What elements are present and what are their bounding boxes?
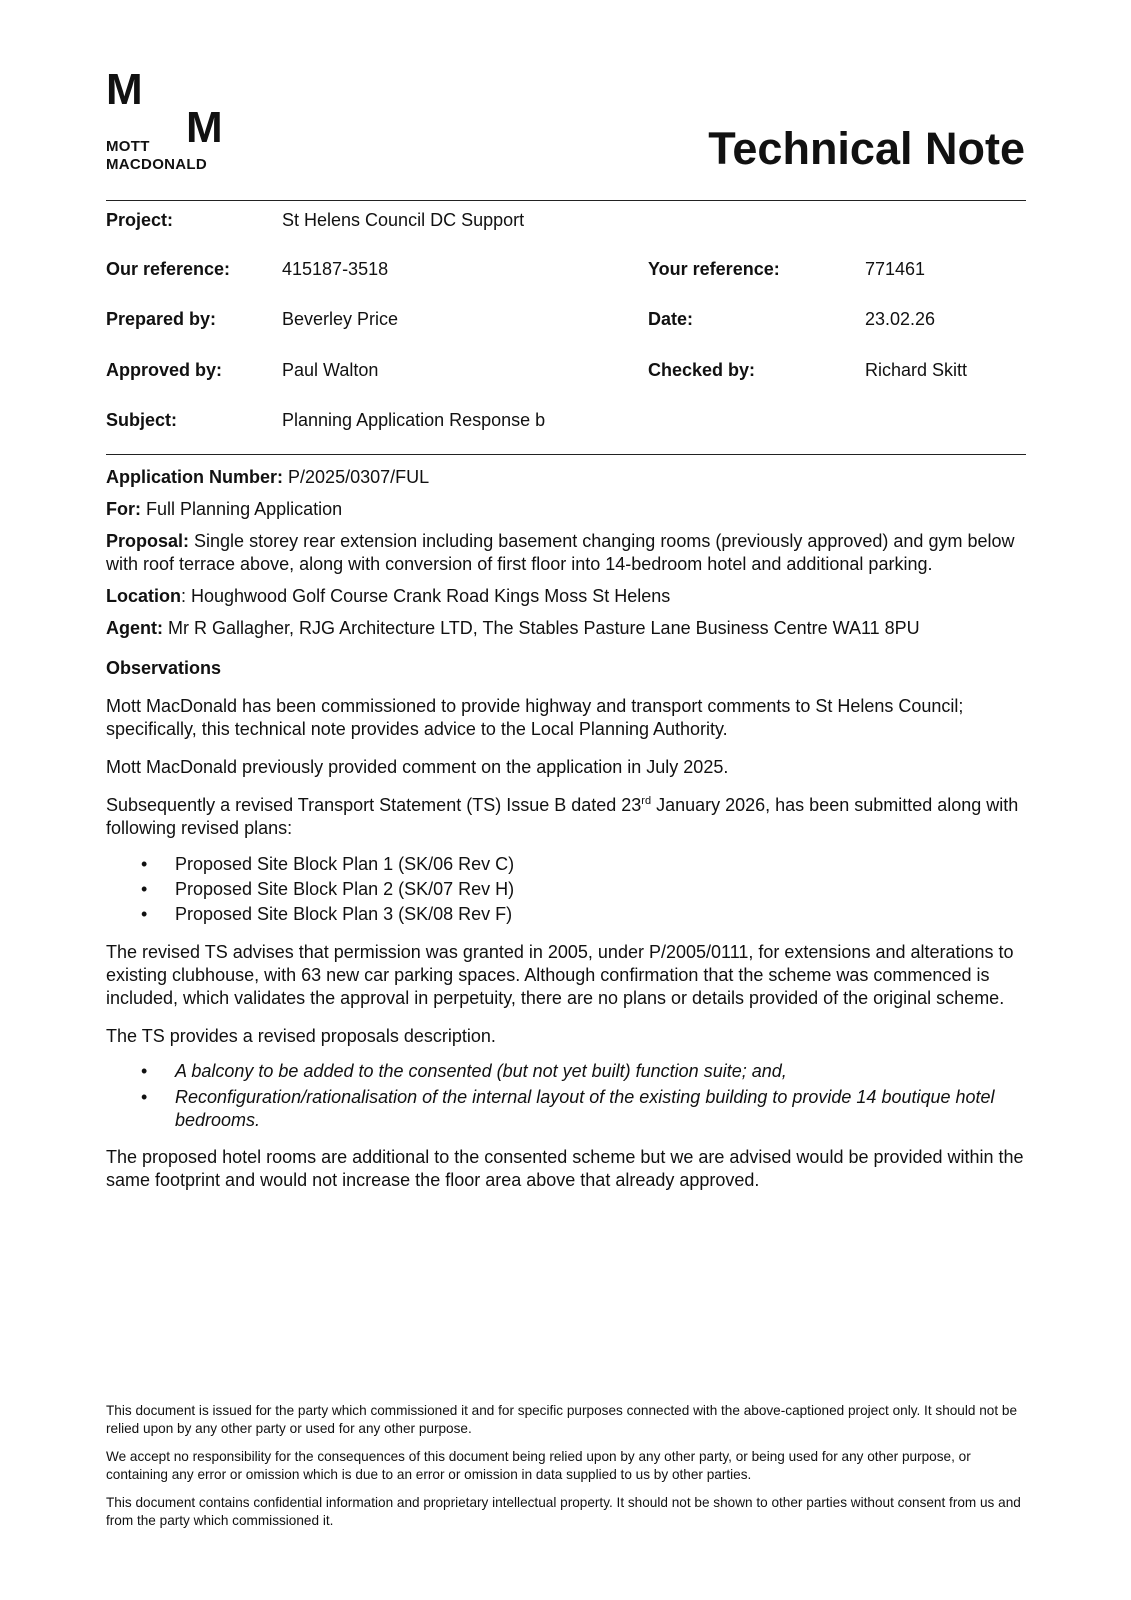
header-divider-bottom bbox=[106, 454, 1026, 455]
bullet-icon: • bbox=[141, 854, 148, 874]
your-reference-value: 771461 bbox=[865, 259, 926, 279]
date-value: 23.02.26 bbox=[865, 309, 936, 329]
disclaimer-text: This document is issued for the party which commissioned it and for specific purposes connected with the above-captioned project only. It should not be relied upon by any other party or used for any other purpose. bbox=[106, 1403, 1018, 1436]
approved-by-label: Approved by: bbox=[106, 360, 223, 380]
logo-word-mott: MOTT bbox=[106, 138, 150, 155]
list-item: • Reconfiguration/rationalisation of the internal layout of the existing building to provide 14 boutique hotel bedrooms. bbox=[141, 1087, 995, 1130]
observations-paragraph: Mott MacDonald previously provided comment on the application in July 2025. bbox=[106, 757, 729, 777]
company-logo bbox=[106, 65, 236, 180]
logo-glyph-top: M bbox=[106, 65, 142, 114]
application-location: Location: Houghwood Golf Course Crank Road Kings Moss St Helens bbox=[106, 586, 671, 606]
checked-by-label: Checked by: bbox=[648, 360, 756, 380]
meta-row-subject bbox=[106, 408, 1026, 432]
revised-plans-list bbox=[106, 852, 1031, 927]
meta-row-reference bbox=[106, 257, 1026, 281]
application-proposal: Proposal: Single storey rear extension including basement changing rooms (previously approved) and gym below with roof terrace above, along with conversion of first floor into 14-bedroom hotel and additional parking. bbox=[106, 531, 1015, 574]
our-reference-value: 415187-3518 bbox=[282, 259, 389, 279]
observations-paragraph: The TS provides a revised proposals description. bbox=[106, 1026, 496, 1046]
logo-glyph-bottom: M bbox=[186, 103, 222, 152]
bullet-icon: • bbox=[141, 1061, 148, 1081]
prepared-by-value: Beverley Price bbox=[282, 309, 399, 329]
subject-label: Subject: bbox=[106, 410, 178, 430]
list-item: • Proposed Site Block Plan 1 (SK/06 Rev C) bbox=[106, 852, 1031, 877]
footer-disclaimer bbox=[106, 1402, 1031, 1540]
our-reference-label: Our reference: bbox=[106, 259, 231, 279]
logo-word-macdonald: MACDONALD bbox=[106, 156, 208, 173]
observations-heading: Observations bbox=[106, 658, 222, 678]
application-agent: Agent: Mr R Gallagher, RJG Architecture LTD, The Stables Pasture Lane Business Centre WA11 8PU bbox=[106, 618, 920, 638]
meta-row-project bbox=[106, 208, 1026, 232]
bullet-icon: • bbox=[141, 904, 148, 924]
date-label: Date: bbox=[648, 309, 694, 329]
your-reference-label: Your reference: bbox=[648, 259, 780, 279]
header-divider-top bbox=[106, 200, 1026, 201]
observations-paragraph: Subsequently a revised Transport Statement (TS) Issue B dated 23rd January 2026, has been submitted along with following revised plans: bbox=[106, 795, 1019, 838]
list-item: • Proposed Site Block Plan 2 (SK/07 Rev H) bbox=[106, 877, 1031, 902]
disclaimer-text: We accept no responsibility for the consequences of this document being relied upon by any other party, or being used for any other purpose, or containing any error or omission which is due to an error or omission in data supplied to us by other parties. bbox=[106, 1449, 971, 1482]
meta-row-approved bbox=[106, 358, 1026, 382]
meta-row-prepared bbox=[106, 307, 1026, 331]
observations-paragraph: Mott MacDonald has been commissioned to provide highway and transport comments to St Helens Council; specifically, this technical note provides advice to the Local Planning Authority. bbox=[106, 696, 964, 739]
document-title: Technical Note bbox=[708, 123, 1025, 174]
revised-proposals-list bbox=[106, 1060, 1031, 1132]
application-number: Application Number: P/2025/0307/FUL bbox=[106, 467, 430, 487]
prepared-by-label: Prepared by: bbox=[106, 309, 217, 329]
document-body bbox=[106, 466, 1031, 1207]
observations-paragraph: The revised TS advises that permission was granted in 2005, under P/2005/0111, for extensions and alterations to existing clubhouse, with 63 new car parking spaces. Although confirmation that the scheme was commenced is included, which validates the approval in perpetuity, there are no plans or details provided of the original scheme. bbox=[106, 942, 1014, 1008]
disclaimer-text: This document contains confidential information and proprietary intellectual property. It should not be shown to other parties without consent from us and from the party which commissioned it. bbox=[106, 1495, 1021, 1528]
project-label: Project: bbox=[106, 210, 174, 230]
bullet-icon: • bbox=[141, 879, 148, 899]
list-item: • Proposed Site Block Plan 3 (SK/08 Rev F) bbox=[106, 902, 1031, 927]
application-for: For: Full Planning Application bbox=[106, 499, 343, 519]
approved-by-value: Paul Walton bbox=[282, 360, 379, 380]
checked-by-value: Richard Skitt bbox=[865, 360, 968, 380]
project-value: St Helens Council DC Support bbox=[282, 210, 525, 230]
subject-value: Planning Application Response b bbox=[282, 410, 546, 430]
observations-paragraph: The proposed hotel rooms are additional to the consented scheme but we are advised would be provided within the same footprint and would not increase the floor area above that already approved. bbox=[106, 1147, 1024, 1190]
list-item: • A balcony to be added to the consented (but not yet built) function suite; and, bbox=[141, 1061, 787, 1081]
bullet-icon: • bbox=[141, 1087, 148, 1107]
